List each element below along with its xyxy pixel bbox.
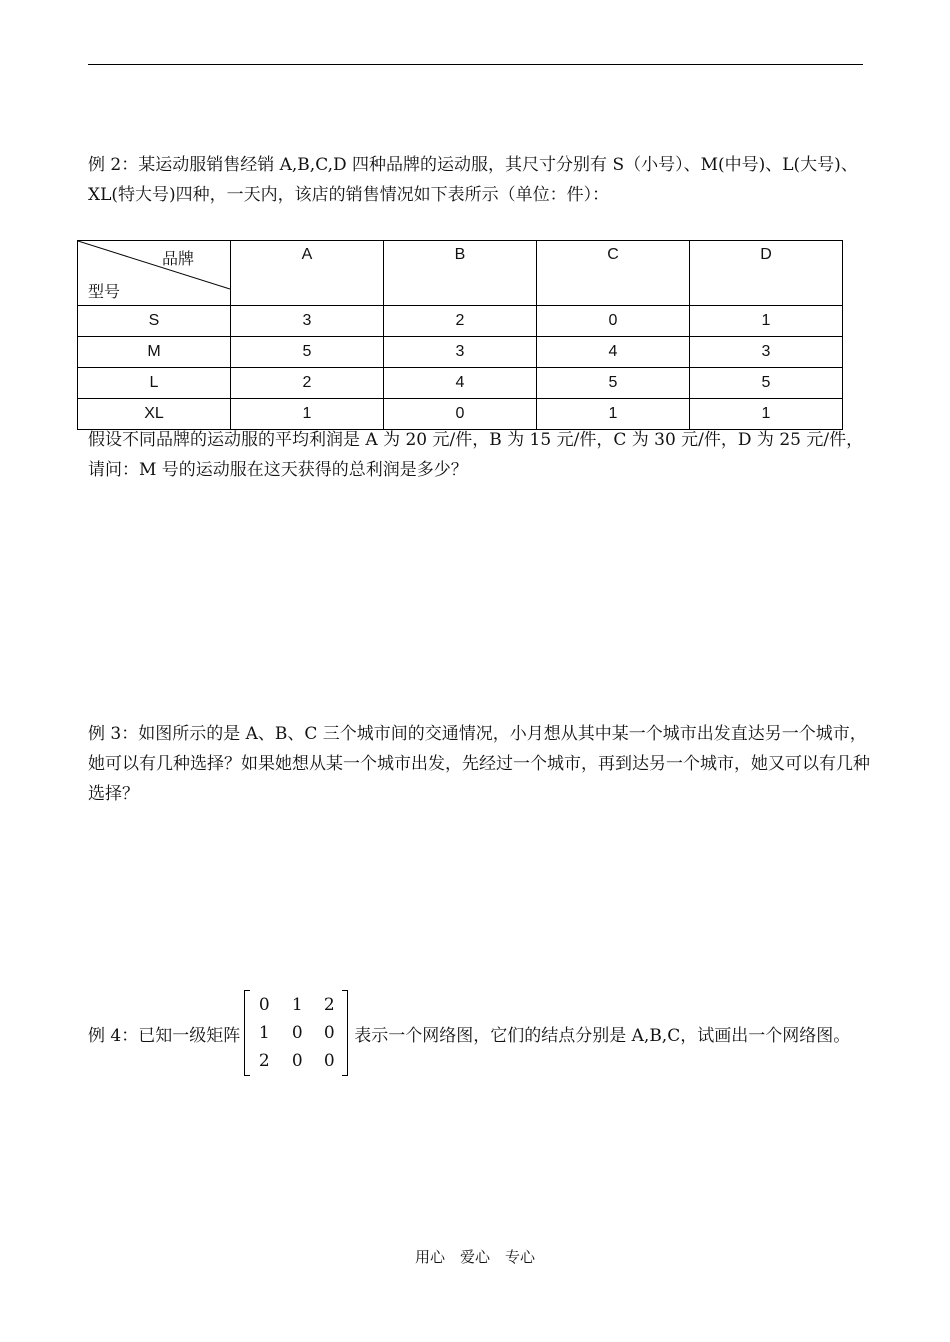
table-header-row [78, 241, 843, 306]
table-cell: 2 [231, 368, 384, 399]
example2-text: 例 2：某运动服销售经销 A,B,C,D 四种品牌的运动服，其尺寸分别有 S（小号）、M(中号)、L(大号)、XL(特大号)四种，一天内，该店的销售情况如下表所示（单位：件）： [88, 155, 858, 205]
table-cell: 4 [537, 337, 690, 368]
table-corner-cell [78, 241, 231, 306]
example4-suffix: 表示一个网络图，它们的结点分别是 A,B,C，试画出一个网络图。 [354, 1025, 851, 1046]
table-cell: 0 [537, 306, 690, 337]
row-size-label: S [78, 306, 231, 337]
matrix-cell: 1 [258, 1023, 270, 1043]
example4-line [88, 990, 850, 1076]
table-cell: 1 [537, 399, 690, 430]
example2-question: 假设不同品牌的运动服的平均利润是 A 为 20 元/件，B 为 15 元/件，C 为 30 元/件，D 为 25 元/件，请问：M 号的运动服在这天获得的总利润是多少？ [88, 430, 864, 480]
matrix-cell: 2 [258, 1051, 270, 1071]
table-cell: 3 [231, 306, 384, 337]
corner-label-size: 型号 [88, 282, 121, 301]
example4-prefix: 例 4：已知一级矩阵 [88, 1025, 241, 1046]
table-cell: 3 [384, 337, 537, 368]
example3-text: 例 3：如图所示的是 A、B、C 三个城市间的交通情况，小月想从其中某一个城市出发直达另一个城市，她可以有几种选择？如果她想从某一个城市出发，先经过一个城市，再到达另一个城市，她又可以有几种选择？ [88, 724, 870, 804]
table-cell: 5 [231, 337, 384, 368]
header-brand-a: A [231, 241, 384, 306]
table-cell: 1 [690, 306, 843, 337]
row-size-label: M [78, 337, 231, 368]
header-rule [88, 64, 863, 65]
matrix-cell: 0 [291, 1051, 303, 1071]
table-cell: 2 [384, 306, 537, 337]
corner-label-brand: 品牌 [161, 249, 194, 268]
row-size-label: XL [78, 399, 231, 430]
header-brand-c: C [537, 241, 690, 306]
matrix-cell: 2 [323, 995, 335, 1015]
matrix-cell: 0 [323, 1051, 335, 1071]
matrix-cell: 0 [323, 1023, 335, 1043]
matrix-cell: 0 [291, 1023, 303, 1043]
adjacency-matrix [244, 990, 348, 1076]
table-cell: 0 [384, 399, 537, 430]
header-brand-b: B [384, 241, 537, 306]
table-row [78, 337, 843, 368]
header-brand-d: D [690, 241, 843, 306]
table-cell: 1 [231, 399, 384, 430]
row-size-label: L [78, 368, 231, 399]
table-cell: 5 [537, 368, 690, 399]
table-cell: 4 [384, 368, 537, 399]
table-cell: 5 [690, 368, 843, 399]
matrix-cell: 1 [291, 995, 303, 1015]
page-footer: 用心 爱心 专心 [414, 1248, 535, 1266]
matrix-cell: 0 [258, 995, 270, 1015]
table-cell: 1 [690, 399, 843, 430]
table-row [78, 306, 843, 337]
sales-table [77, 240, 843, 430]
table-cell: 3 [690, 337, 843, 368]
table-row [78, 368, 843, 399]
